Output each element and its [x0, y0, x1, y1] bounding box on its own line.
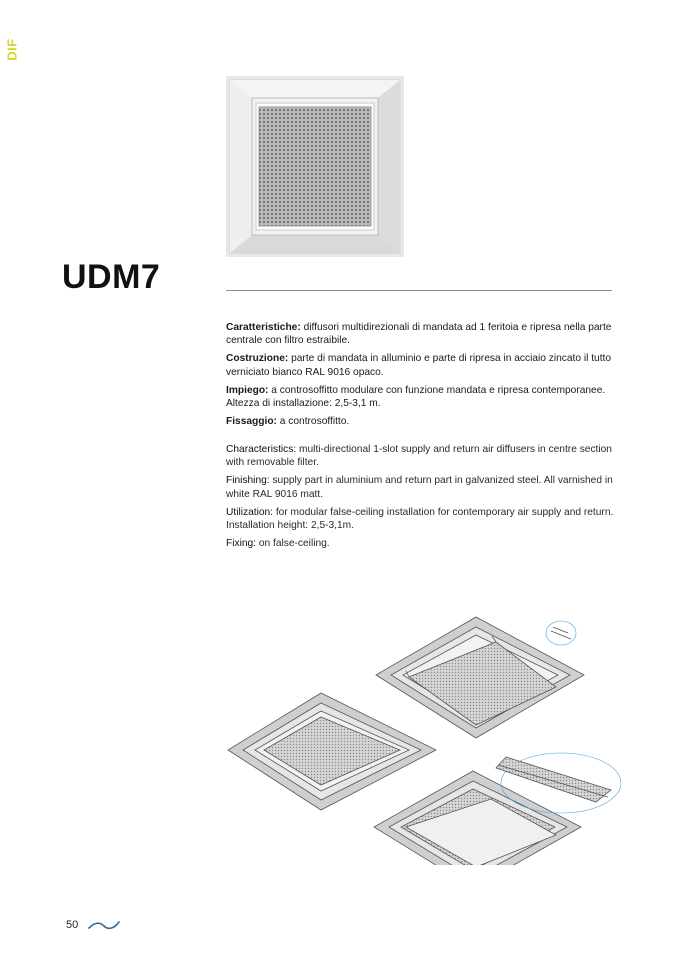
- en-label: Fixing:: [226, 538, 257, 550]
- it-label: Fissaggio:: [226, 416, 277, 428]
- en-text: multi-directional 1-slot supply and return air diffusers in centre section with removable filter.: [226, 444, 612, 469]
- en-characteristics: [226, 443, 616, 469]
- it-label: Costruzione:: [226, 353, 289, 365]
- en-label: Utilization:: [226, 506, 273, 518]
- en-text: for modular false-ceiling installation for contemporary air supply and return. Installation height: 2,5-3,1m.: [226, 506, 614, 532]
- section-tag: [4, 34, 23, 64]
- brand-wave-logo: [88, 918, 120, 932]
- en-utilization: [226, 506, 616, 532]
- diffuser-closed: [228, 693, 436, 810]
- it-text: parte di mandata in alluminio e parte di ripresa in acciaio zincato il tutto verniciato bianco RAL 9016 opaco.: [226, 353, 612, 378]
- product-title: UDM7: [62, 258, 161, 296]
- en-finishing: [226, 474, 616, 500]
- en-label: Characteristics:: [226, 444, 297, 455]
- section-tag-label: DIF: [4, 38, 20, 61]
- it-characteristics: [226, 321, 616, 347]
- en-label: Finishing:: [226, 475, 270, 487]
- it-fixing: [226, 415, 616, 428]
- italian-description: [226, 321, 616, 433]
- it-label: Impiego:: [226, 384, 269, 396]
- it-text: a controsoffitto.: [276, 416, 350, 428]
- english-description: [226, 443, 616, 555]
- it-text: diffusori multidirezionali di mandata ad 1 feritoia e ripresa nella parte centrale con filtro estraibile.: [226, 322, 612, 347]
- detail-callout-top: [546, 621, 576, 645]
- title-divider: [226, 290, 612, 291]
- it-use: [226, 384, 616, 410]
- en-text: supply part in aluminium and return part in galvanized steel. All varnished in white RAL 9016 matt.: [226, 475, 613, 500]
- en-text: on false-ceiling.: [256, 538, 330, 550]
- isometric-drawing: [226, 605, 621, 865]
- product-photo: [226, 76, 404, 257]
- it-label: Caratteristiche:: [226, 322, 301, 333]
- page-number: 50: [66, 919, 79, 931]
- en-fixing: [226, 537, 616, 550]
- it-text: a controsoffitto modulare con funzione mandata e ripresa contemporanee. Altezza di installazione: 2,5-3,1 m.: [226, 384, 606, 410]
- it-construction: [226, 352, 616, 378]
